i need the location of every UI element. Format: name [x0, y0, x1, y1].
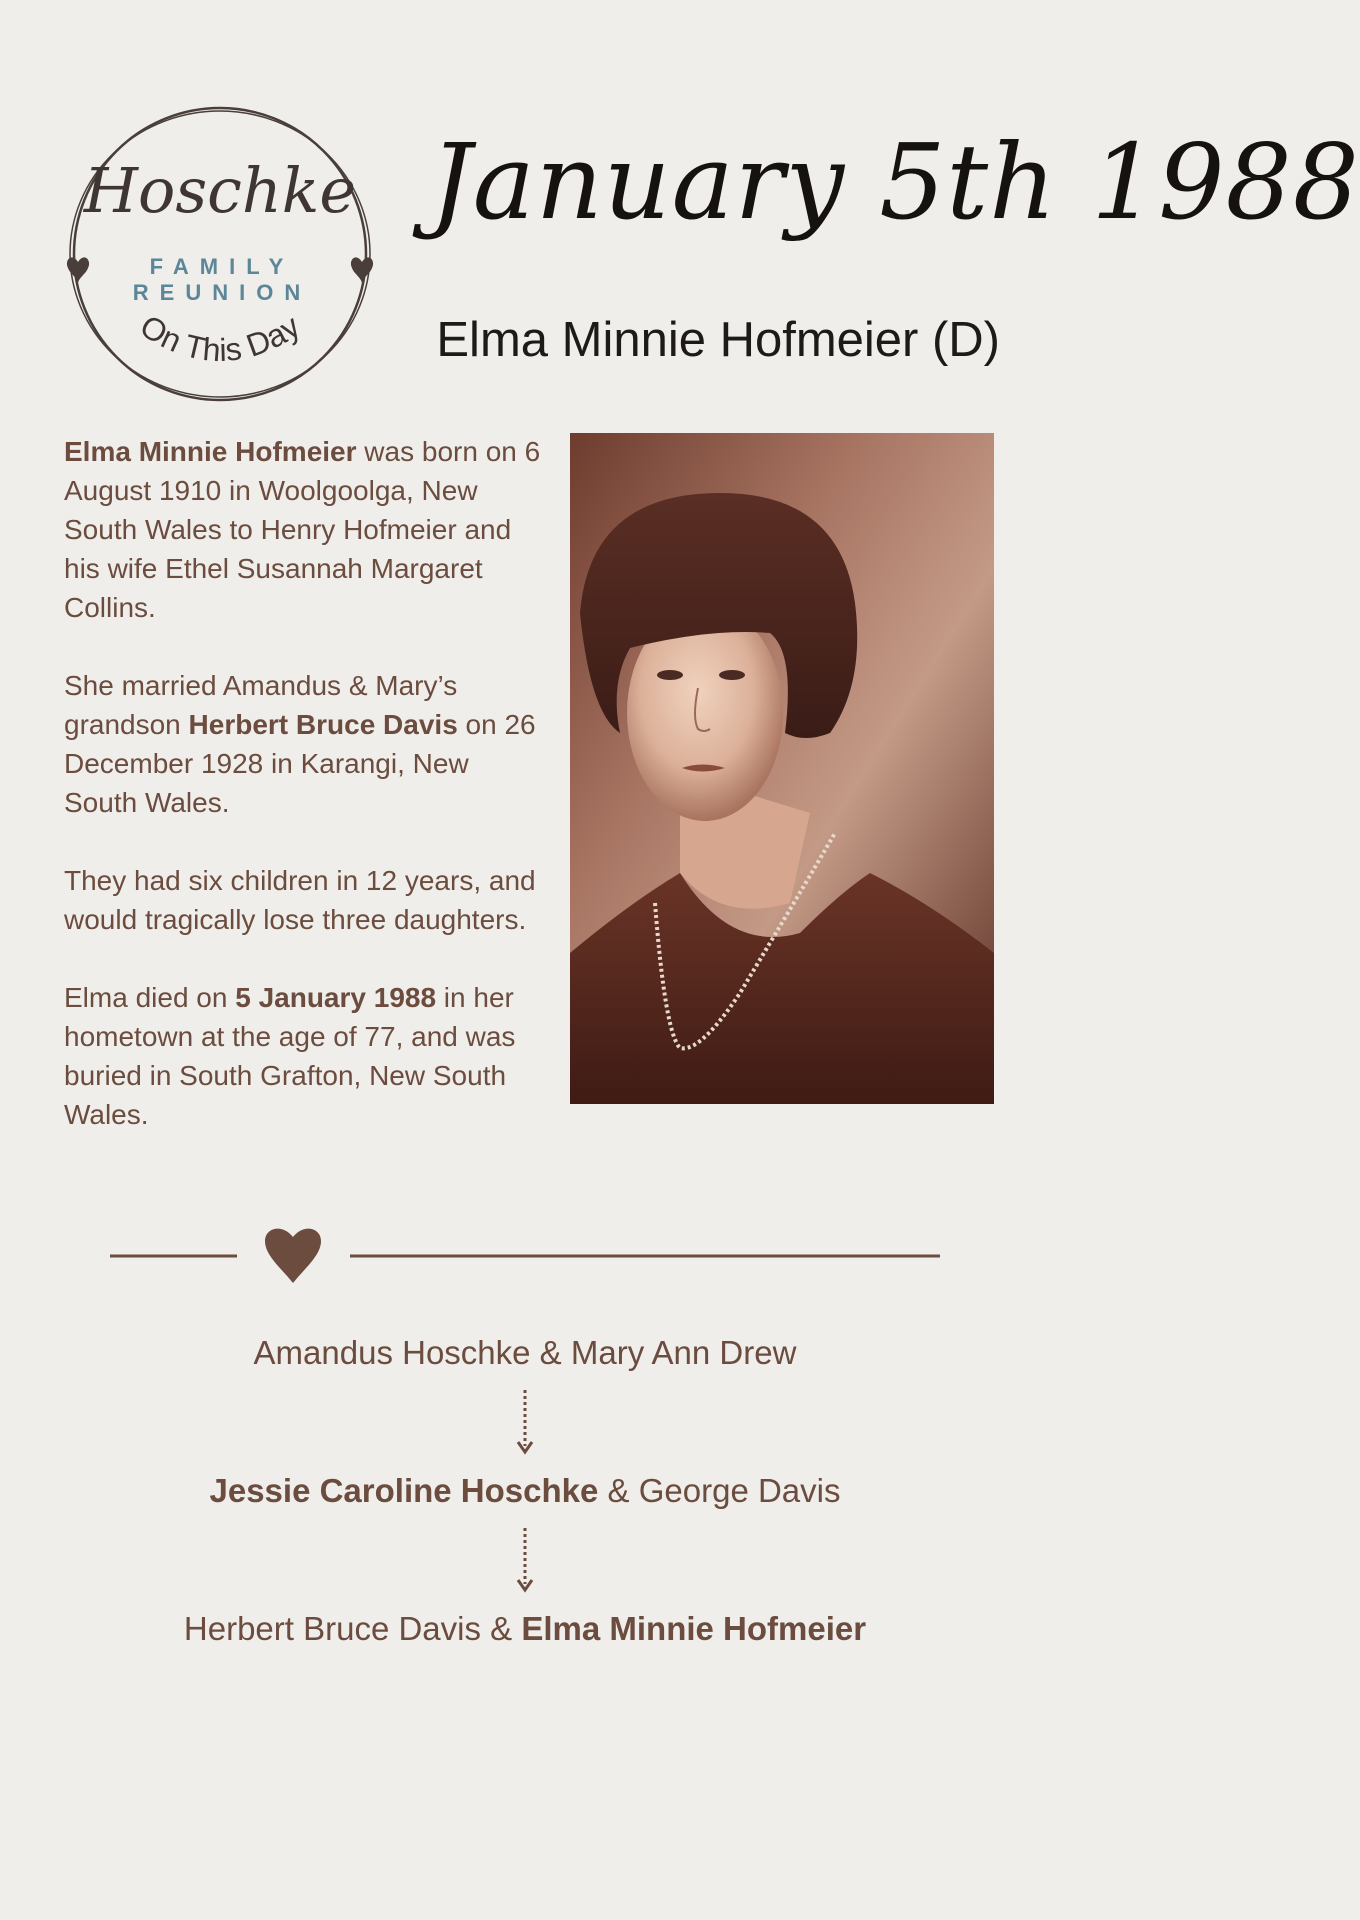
logo-surname: Hoschke	[83, 154, 357, 227]
bio-paragraph-birth: Elma Minnie Hofmeier was born on 6 August 1910 in Woolgoolga, New South Wales to Henry Hofmeier and his wife Ethel Susannah Margaret Collins.	[64, 436, 541, 623]
portrait-photo	[570, 433, 994, 1104]
lineage-generation-2: Jessie Caroline Hoschke & George Davis	[209, 1472, 841, 1509]
bio-name: Elma Minnie Hofmeier	[64, 436, 357, 467]
down-arrow-icon	[60, 1381, 990, 1463]
person-title: Elma Minnie Hofmeier (D)	[436, 313, 1000, 367]
date-title: January 5th 1988	[430, 121, 1360, 243]
bio-death-date: 5 January 1988	[235, 982, 437, 1013]
bio-paragraph-death: Elma died on 5 January 1988 in her hometown at the age of 77, and was buried in South Grafton, New South Wales.	[64, 982, 516, 1130]
bio-paragraph-children: They had six children in 12 years, and would tragically lose three daughters.	[64, 865, 536, 935]
family-reunion-logo	[62, 104, 378, 404]
logo-reunion: REUNION	[132, 280, 312, 305]
heart-left-icon	[67, 257, 89, 284]
heart-right-icon	[351, 257, 373, 284]
portrait-illustration	[570, 433, 994, 1104]
lineage-generation-1: Amandus Hoschke & Mary Ann Drew	[253, 1334, 797, 1371]
logo-family: FAMILY	[149, 254, 295, 279]
down-arrow-icon	[60, 1519, 990, 1601]
heart-icon	[265, 1229, 321, 1283]
lineage-tree	[60, 1325, 990, 1657]
section-divider	[110, 1225, 940, 1285]
logo-emblem	[62, 104, 378, 404]
divider-graphic	[110, 1225, 940, 1285]
bio-paragraph-marriage: She married Amandus & Mary’s grandson Herbert Bruce Davis on 26 December 1928 in Karangi, New South Wales.	[64, 670, 536, 818]
logo-tagline: On This Day	[133, 307, 307, 369]
lineage-generation-3: Herbert Bruce Davis & Elma Minnie Hofmeier	[183, 1610, 867, 1647]
biography	[64, 432, 544, 1173]
bio-spouse: Herbert Bruce Davis	[188, 709, 458, 740]
